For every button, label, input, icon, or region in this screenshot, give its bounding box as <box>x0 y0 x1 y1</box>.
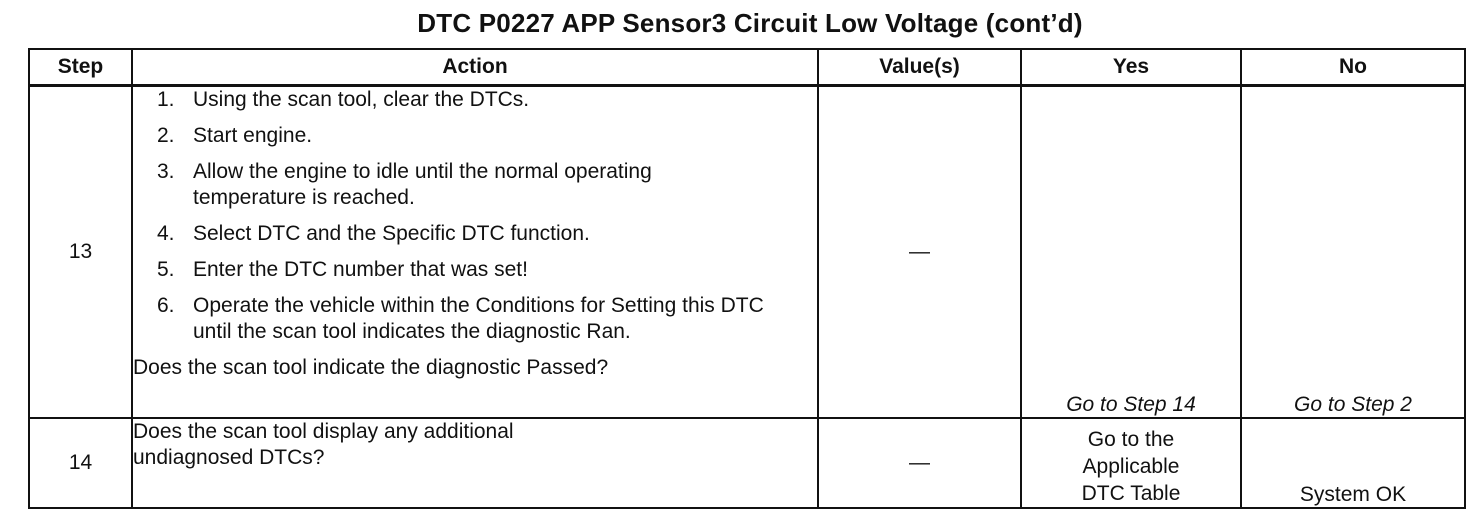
step-number: 13 <box>29 86 132 418</box>
page-title: DTC P0227 APP Sensor3 Circuit Low Voltage (cont’d) <box>417 8 1083 38</box>
table-header-row <box>29 49 1465 86</box>
no-cell: Go to Step 2 <box>1241 86 1465 418</box>
no-cell: System OK <box>1241 418 1465 508</box>
list-item: 3. Allow the engine to idle until the normal operating temperature is reached. <box>157 160 652 209</box>
header-values: Value(s) <box>818 49 1021 86</box>
yes-line: Applicable <box>1082 454 1180 478</box>
action-steps-list <box>133 87 817 345</box>
step-number: 14 <box>29 418 132 508</box>
header-action: Action <box>132 49 818 86</box>
list-item: 6. Operate the vehicle within the Conditions for Setting this DTC until the scan tool indicates the diagnostic Ran. <box>157 294 764 343</box>
table-row <box>29 86 1465 418</box>
list-item: 5. Enter the DTC number that was set! <box>157 258 528 281</box>
yes-line: Go to the <box>1087 427 1175 451</box>
yes-line: DTC Table <box>1081 481 1181 505</box>
list-item: 4. Select DTC and the Specific DTC function. <box>157 222 590 245</box>
action-cell <box>132 86 818 418</box>
header-step: Step <box>29 49 132 86</box>
value-cell: — <box>818 86 1021 418</box>
yes-cell <box>1021 418 1241 508</box>
header-no: No <box>1241 49 1465 86</box>
header-yes: Yes <box>1021 49 1241 86</box>
action-question: Does the scan tool display any additional undiagnosed DTCs? <box>133 419 514 469</box>
diagnostic-table <box>28 48 1466 509</box>
table-row <box>29 418 1465 508</box>
yes-cell: Go to Step 14 <box>1021 86 1241 418</box>
list-item: 1. Using the scan tool, clear the DTCs. <box>157 88 530 111</box>
value-cell: — <box>818 418 1021 508</box>
action-cell <box>132 418 818 508</box>
list-item: 2. Start engine. <box>157 124 313 147</box>
action-question: Does the scan tool indicate the diagnostic Passed? <box>133 356 609 379</box>
